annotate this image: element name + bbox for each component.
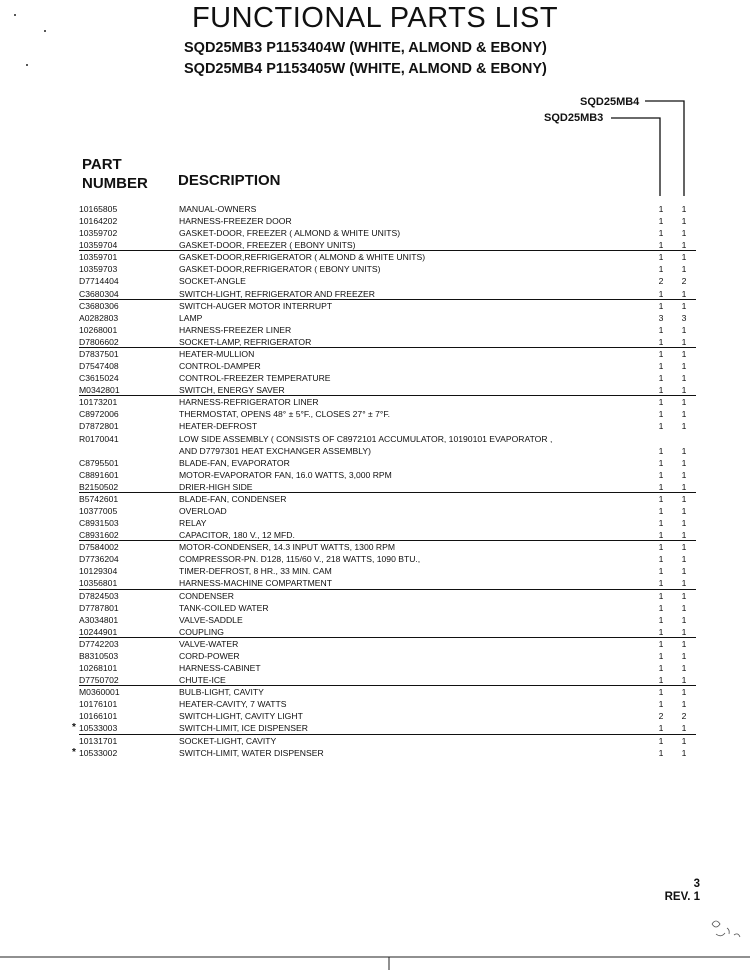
qty-mb4: 1 xyxy=(681,409,687,420)
part-number: A0282803 xyxy=(79,312,119,323)
qty-mb3: 1 xyxy=(658,747,664,758)
part-description: SOCKET-ANGLE xyxy=(179,276,246,287)
table-row xyxy=(0,565,750,577)
part-description: HARNESS-REFRIGERATOR LINER xyxy=(179,397,319,408)
part-description: GASKET-DOOR, FREEZER ( EBONY UNITS) xyxy=(179,240,356,251)
part-number: 10359703 xyxy=(79,264,118,275)
table-row xyxy=(0,517,750,529)
part-description: CAPACITOR, 180 V., 12 MFD. xyxy=(179,530,295,541)
part-number: 10268101 xyxy=(79,663,118,674)
qty-mb3: 1 xyxy=(658,397,664,408)
table-row xyxy=(0,602,750,614)
qty-mb3: 1 xyxy=(658,578,664,589)
part-description: COMPRESSOR-PN. D128, 115/60 V., 218 WATTS, 1090 BTU., xyxy=(179,554,421,565)
qty-mb3: 2 xyxy=(658,711,664,722)
part-description: BLADE-FAN, EVAPORATOR xyxy=(179,457,290,468)
part-number: 10165805 xyxy=(79,204,118,214)
part-description: MOTOR-CONDENSER, 14.3 INPUT WATTS, 1300 RPM xyxy=(179,542,395,553)
qty-mb4: 1 xyxy=(681,578,687,589)
part-description: CONTROL-DAMPER xyxy=(179,361,261,372)
scan-speck xyxy=(26,64,28,66)
table-row xyxy=(0,638,750,650)
qty-mb4: 1 xyxy=(681,481,687,492)
part-header-line: PART xyxy=(82,156,122,173)
part-description: VALVE-SADDLE xyxy=(179,614,243,625)
part-marker: * xyxy=(72,722,76,734)
part-number: D7584002 xyxy=(79,542,119,553)
part-description: AND D7797301 HEAT EXCHANGER ASSEMBLY) xyxy=(179,445,371,456)
part-description: BULB-LIGHT, CAVITY xyxy=(179,687,264,698)
table-row xyxy=(0,312,750,324)
qty-mb4: 1 xyxy=(681,324,687,335)
part-number: 10166101 xyxy=(79,711,118,722)
table-row xyxy=(0,433,750,445)
table-row xyxy=(0,614,750,626)
part-description: LAMP xyxy=(179,312,203,323)
part-number: 10244901 xyxy=(79,626,118,637)
part-description: SWITCH-LIGHT, CAVITY LIGHT xyxy=(179,711,303,722)
part-description: HARNESS-FREEZER DOOR xyxy=(179,216,292,227)
part-number: 10359702 xyxy=(79,228,118,239)
qty-mb4: 1 xyxy=(681,228,687,239)
handwritten-scribble xyxy=(712,921,740,937)
table-row xyxy=(0,360,750,372)
document-title: FUNCTIONAL PARTS LIST xyxy=(191,2,559,34)
part-number: M0360001 xyxy=(79,687,120,698)
qty-mb3: 1 xyxy=(658,409,664,420)
qty-mb4: 1 xyxy=(681,493,687,504)
part-number: 10176101 xyxy=(79,699,118,710)
qty-mb4: 1 xyxy=(681,445,687,456)
qty-mb4: 1 xyxy=(681,542,687,553)
qty-mb4: 1 xyxy=(681,216,687,227)
qty-mb3: 1 xyxy=(658,542,664,553)
part-description: HARNESS-MACHINE COMPARTMENT xyxy=(179,578,332,589)
table-row xyxy=(0,251,750,263)
part-number: D7837501 xyxy=(79,348,119,359)
qty-mb3: 1 xyxy=(658,723,664,734)
qty-mb4: 1 xyxy=(681,687,687,698)
table-row xyxy=(0,662,750,674)
table-row xyxy=(0,698,750,710)
table-row xyxy=(0,469,750,481)
qty-mb3: 2 xyxy=(658,276,664,287)
qty-mb4: 1 xyxy=(681,252,687,263)
part-description: BLADE-FAN, CONDENSER xyxy=(179,493,287,504)
part-number: D7824503 xyxy=(79,590,119,601)
table-row xyxy=(0,590,750,602)
part-number: D7736204 xyxy=(79,554,119,565)
qty-mb3: 1 xyxy=(658,373,664,384)
part-number: C8931503 xyxy=(79,518,119,529)
table-row xyxy=(0,324,750,336)
qty-mb4: 1 xyxy=(681,240,687,251)
part-number: 10377005 xyxy=(79,506,118,516)
table-row xyxy=(0,372,750,384)
qty-mb4: 3 xyxy=(681,312,687,323)
qty-mb3: 1 xyxy=(658,445,664,456)
qty-mb4: 1 xyxy=(681,566,687,577)
revision: REV. 1 xyxy=(664,891,700,903)
table-row xyxy=(0,203,750,215)
page-footer xyxy=(665,878,700,904)
table-row xyxy=(0,215,750,227)
number-header-line: NUMBER xyxy=(82,175,148,192)
qty-mb3: 1 xyxy=(658,348,664,359)
table-row xyxy=(0,227,750,239)
table-row xyxy=(0,735,750,747)
part-description: HEATER-DEFROST xyxy=(179,421,258,432)
qty-mb3: 1 xyxy=(658,735,664,746)
qty-mb4: 1 xyxy=(681,288,687,299)
part-number: 10533002 xyxy=(79,747,118,758)
qty-mb3: 1 xyxy=(658,493,664,504)
table-row xyxy=(0,505,750,517)
qty-mb4: 1 xyxy=(681,626,687,637)
part-number: C8931602 xyxy=(79,530,119,541)
part-description: SWITCH-LIGHT, REFRIGERATOR AND FREEZER xyxy=(179,288,375,299)
part-number: 10173201 xyxy=(79,397,118,408)
qty-mb3: 1 xyxy=(658,264,664,275)
qty-mb4: 1 xyxy=(681,204,687,214)
qty-mb3: 1 xyxy=(658,506,664,516)
qty-mb3: 3 xyxy=(658,312,664,323)
qty-mb4: 1 xyxy=(681,421,687,432)
table-row xyxy=(0,263,750,275)
part-number: D7872801 xyxy=(79,421,119,432)
model-line-mb3: SQD25MB3 P1153404W (WHITE, ALMOND & EBONY) xyxy=(184,40,547,56)
part-description: SOCKET-LIGHT, CAVITY xyxy=(179,735,277,746)
qty-mb4: 1 xyxy=(681,385,687,396)
qty-mb3: 1 xyxy=(658,204,664,214)
part-number: 10533003 xyxy=(79,723,118,734)
table-row xyxy=(0,445,750,457)
part-description: HARNESS-CABINET xyxy=(179,663,261,674)
part-number: 10359704 xyxy=(79,240,118,251)
qty-mb3: 1 xyxy=(658,300,664,311)
table-row xyxy=(0,348,750,360)
part-number: 10359701 xyxy=(79,252,118,263)
part-description: SOCKET-LAMP, REFRIGERATOR xyxy=(179,336,312,347)
part-number: M0342801 xyxy=(79,385,120,396)
table-row xyxy=(0,408,750,420)
qty-mb4: 2 xyxy=(681,711,687,722)
description-header: DESCRIPTION xyxy=(178,172,281,189)
qty-mb4: 1 xyxy=(681,264,687,275)
qty-mb4: 1 xyxy=(681,590,687,601)
part-description: CHUTE-ICE xyxy=(179,675,226,686)
qty-mb4: 1 xyxy=(681,723,687,734)
qty-mb4: 1 xyxy=(681,699,687,710)
part-description: HEATER-CAVITY, 7 WATTS xyxy=(179,699,287,710)
qty-mb4: 1 xyxy=(681,457,687,468)
table-row xyxy=(0,300,750,312)
qty-mb4: 1 xyxy=(681,650,687,661)
page-number: 3 xyxy=(693,878,700,890)
table-row xyxy=(0,553,750,565)
part-description: MANUAL-OWNERS xyxy=(179,204,257,214)
qty-mb3: 1 xyxy=(658,457,664,468)
qty-mb4: 1 xyxy=(681,300,687,311)
part-description: CORD-POWER xyxy=(179,650,240,661)
part-number: B8310503 xyxy=(79,650,119,661)
part-description: COUPLING xyxy=(179,626,224,637)
qty-mb3: 1 xyxy=(658,481,664,492)
part-number: R0170041 xyxy=(79,433,119,444)
part-number: D7806602 xyxy=(79,336,119,347)
part-description: CONDENSER xyxy=(179,590,234,601)
part-number: C3680304 xyxy=(79,288,119,299)
qty-mb3: 1 xyxy=(658,252,664,263)
part-number: 10129304 xyxy=(79,566,118,577)
table-row xyxy=(0,747,750,759)
qty-mb3: 1 xyxy=(658,602,664,613)
table-row xyxy=(0,710,750,722)
qty-mb4: 1 xyxy=(681,638,687,649)
part-description: TIMER-DEFROST, 8 HR., 33 MIN. CAM xyxy=(179,566,332,577)
qty-mb3: 1 xyxy=(658,518,664,529)
qty-mb3: 1 xyxy=(658,626,664,637)
table-row xyxy=(0,396,750,408)
part-description: GASKET-DOOR,REFRIGERATOR ( ALMOND & WHITE UNITS) xyxy=(179,252,426,263)
qty-mb4: 1 xyxy=(681,373,687,384)
part-number: 10268001 xyxy=(79,324,118,335)
part-description: HEATER-MULLION xyxy=(179,348,255,359)
qty-mb4: 1 xyxy=(681,518,687,529)
qty-mb3: 1 xyxy=(658,687,664,698)
table-row xyxy=(0,420,750,432)
part-marker: * xyxy=(72,746,76,758)
part-number: 10131701 xyxy=(79,735,118,746)
part-number: 10356801 xyxy=(79,578,118,589)
part-number: C3615024 xyxy=(79,373,119,384)
part-number: C8891601 xyxy=(79,469,119,480)
part-description: VALVE-WATER xyxy=(179,638,239,649)
qty-mb4: 1 xyxy=(681,348,687,359)
qty-mb4: 1 xyxy=(681,361,687,372)
qty-mb3: 1 xyxy=(658,336,664,347)
part-description: CONTROL-FREEZER TEMPERATURE xyxy=(179,373,331,384)
part-description: SWITCH, ENERGY SAVER xyxy=(179,385,285,396)
qty-mb4: 1 xyxy=(681,336,687,347)
qty-mb3: 1 xyxy=(658,663,664,674)
model-line-mb4: SQD25MB4 P1153405W (WHITE, ALMOND & EBONY) xyxy=(184,61,547,77)
qty-mb3: 1 xyxy=(658,385,664,396)
qty-mb3: 1 xyxy=(658,240,664,251)
qty-mb3: 1 xyxy=(658,650,664,661)
model-column-label-mb3: SQD25MB3 xyxy=(544,112,604,124)
part-description: GASKET-DOOR,REFRIGERATOR ( EBONY UNITS) xyxy=(179,264,381,275)
qty-mb4: 1 xyxy=(681,675,687,686)
qty-mb4: 2 xyxy=(681,276,687,287)
qty-mb3: 1 xyxy=(658,324,664,335)
part-number: C8972006 xyxy=(79,409,119,420)
part-description: HARNESS-FREEZER LINER xyxy=(179,324,292,335)
qty-mb3: 1 xyxy=(658,699,664,710)
qty-mb4: 1 xyxy=(681,530,687,541)
part-description: TANK-COILED WATER xyxy=(179,602,269,613)
qty-mb3: 1 xyxy=(658,361,664,372)
part-number: D7787801 xyxy=(79,602,119,613)
part-number-header xyxy=(82,155,148,193)
table-row xyxy=(0,275,750,287)
qty-mb3: 1 xyxy=(658,554,664,565)
table-row xyxy=(0,650,750,662)
part-description: DRIER-HIGH SIDE xyxy=(179,481,253,492)
table-row xyxy=(0,541,750,553)
table-row xyxy=(0,493,750,505)
part-number: A3034801 xyxy=(79,614,119,625)
table-row xyxy=(0,457,750,469)
part-number: C3680306 xyxy=(79,300,119,311)
qty-mb3: 1 xyxy=(658,288,664,299)
qty-mb3: 1 xyxy=(658,614,664,625)
part-number: D7714404 xyxy=(79,276,119,287)
part-description: LOW SIDE ASSEMBLY ( CONSISTS OF C8972101 ACCUMULATOR, 10190101 EVAPORATOR , xyxy=(179,433,553,444)
qty-mb3: 1 xyxy=(658,228,664,239)
qty-mb3: 1 xyxy=(658,216,664,227)
table-row xyxy=(0,686,750,698)
qty-mb4: 1 xyxy=(681,554,687,565)
qty-mb3: 1 xyxy=(658,566,664,577)
part-number: D7742203 xyxy=(79,638,119,649)
part-number: B2150502 xyxy=(79,481,119,492)
part-description: SWITCH-LIMIT, ICE DISPENSER xyxy=(179,723,308,734)
qty-mb4: 1 xyxy=(681,663,687,674)
qty-mb3: 1 xyxy=(658,530,664,541)
qty-mb3: 1 xyxy=(658,675,664,686)
qty-mb3: 1 xyxy=(658,421,664,432)
part-number: D7547408 xyxy=(79,361,119,372)
part-description: GASKET-DOOR, FREEZER ( ALMOND & WHITE UNITS) xyxy=(179,228,401,239)
qty-mb4: 1 xyxy=(681,602,687,613)
part-description: SWITCH-LIMIT, WATER DISPENSER xyxy=(179,747,324,758)
qty-mb4: 1 xyxy=(681,469,687,480)
part-number: D7750702 xyxy=(79,675,119,686)
part-number: B5742601 xyxy=(79,493,119,504)
qty-mb3: 1 xyxy=(658,469,664,480)
qty-mb3: 1 xyxy=(658,590,664,601)
part-description: THERMOSTAT, OPENS 48° ± 5°F., CLOSES 27° ± 7°F. xyxy=(179,409,391,420)
qty-mb4: 1 xyxy=(681,614,687,625)
qty-mb4: 1 xyxy=(681,747,687,758)
part-number: C8795501 xyxy=(79,457,119,468)
part-description: SWITCH-AUGER MOTOR INTERRUPT xyxy=(179,300,333,311)
part-number: 10164202 xyxy=(79,216,118,227)
model-column-label-mb4: SQD25MB4 xyxy=(580,96,640,108)
part-description: OVERLOAD xyxy=(179,506,227,516)
qty-mb4: 1 xyxy=(681,506,687,516)
qty-mb4: 1 xyxy=(681,397,687,408)
qty-mb3: 1 xyxy=(658,638,664,649)
part-description: RELAY xyxy=(179,518,207,529)
part-description: MOTOR-EVAPORATOR FAN, 16.0 WATTS, 3,000 RPM xyxy=(179,469,392,480)
qty-mb4: 1 xyxy=(681,735,687,746)
